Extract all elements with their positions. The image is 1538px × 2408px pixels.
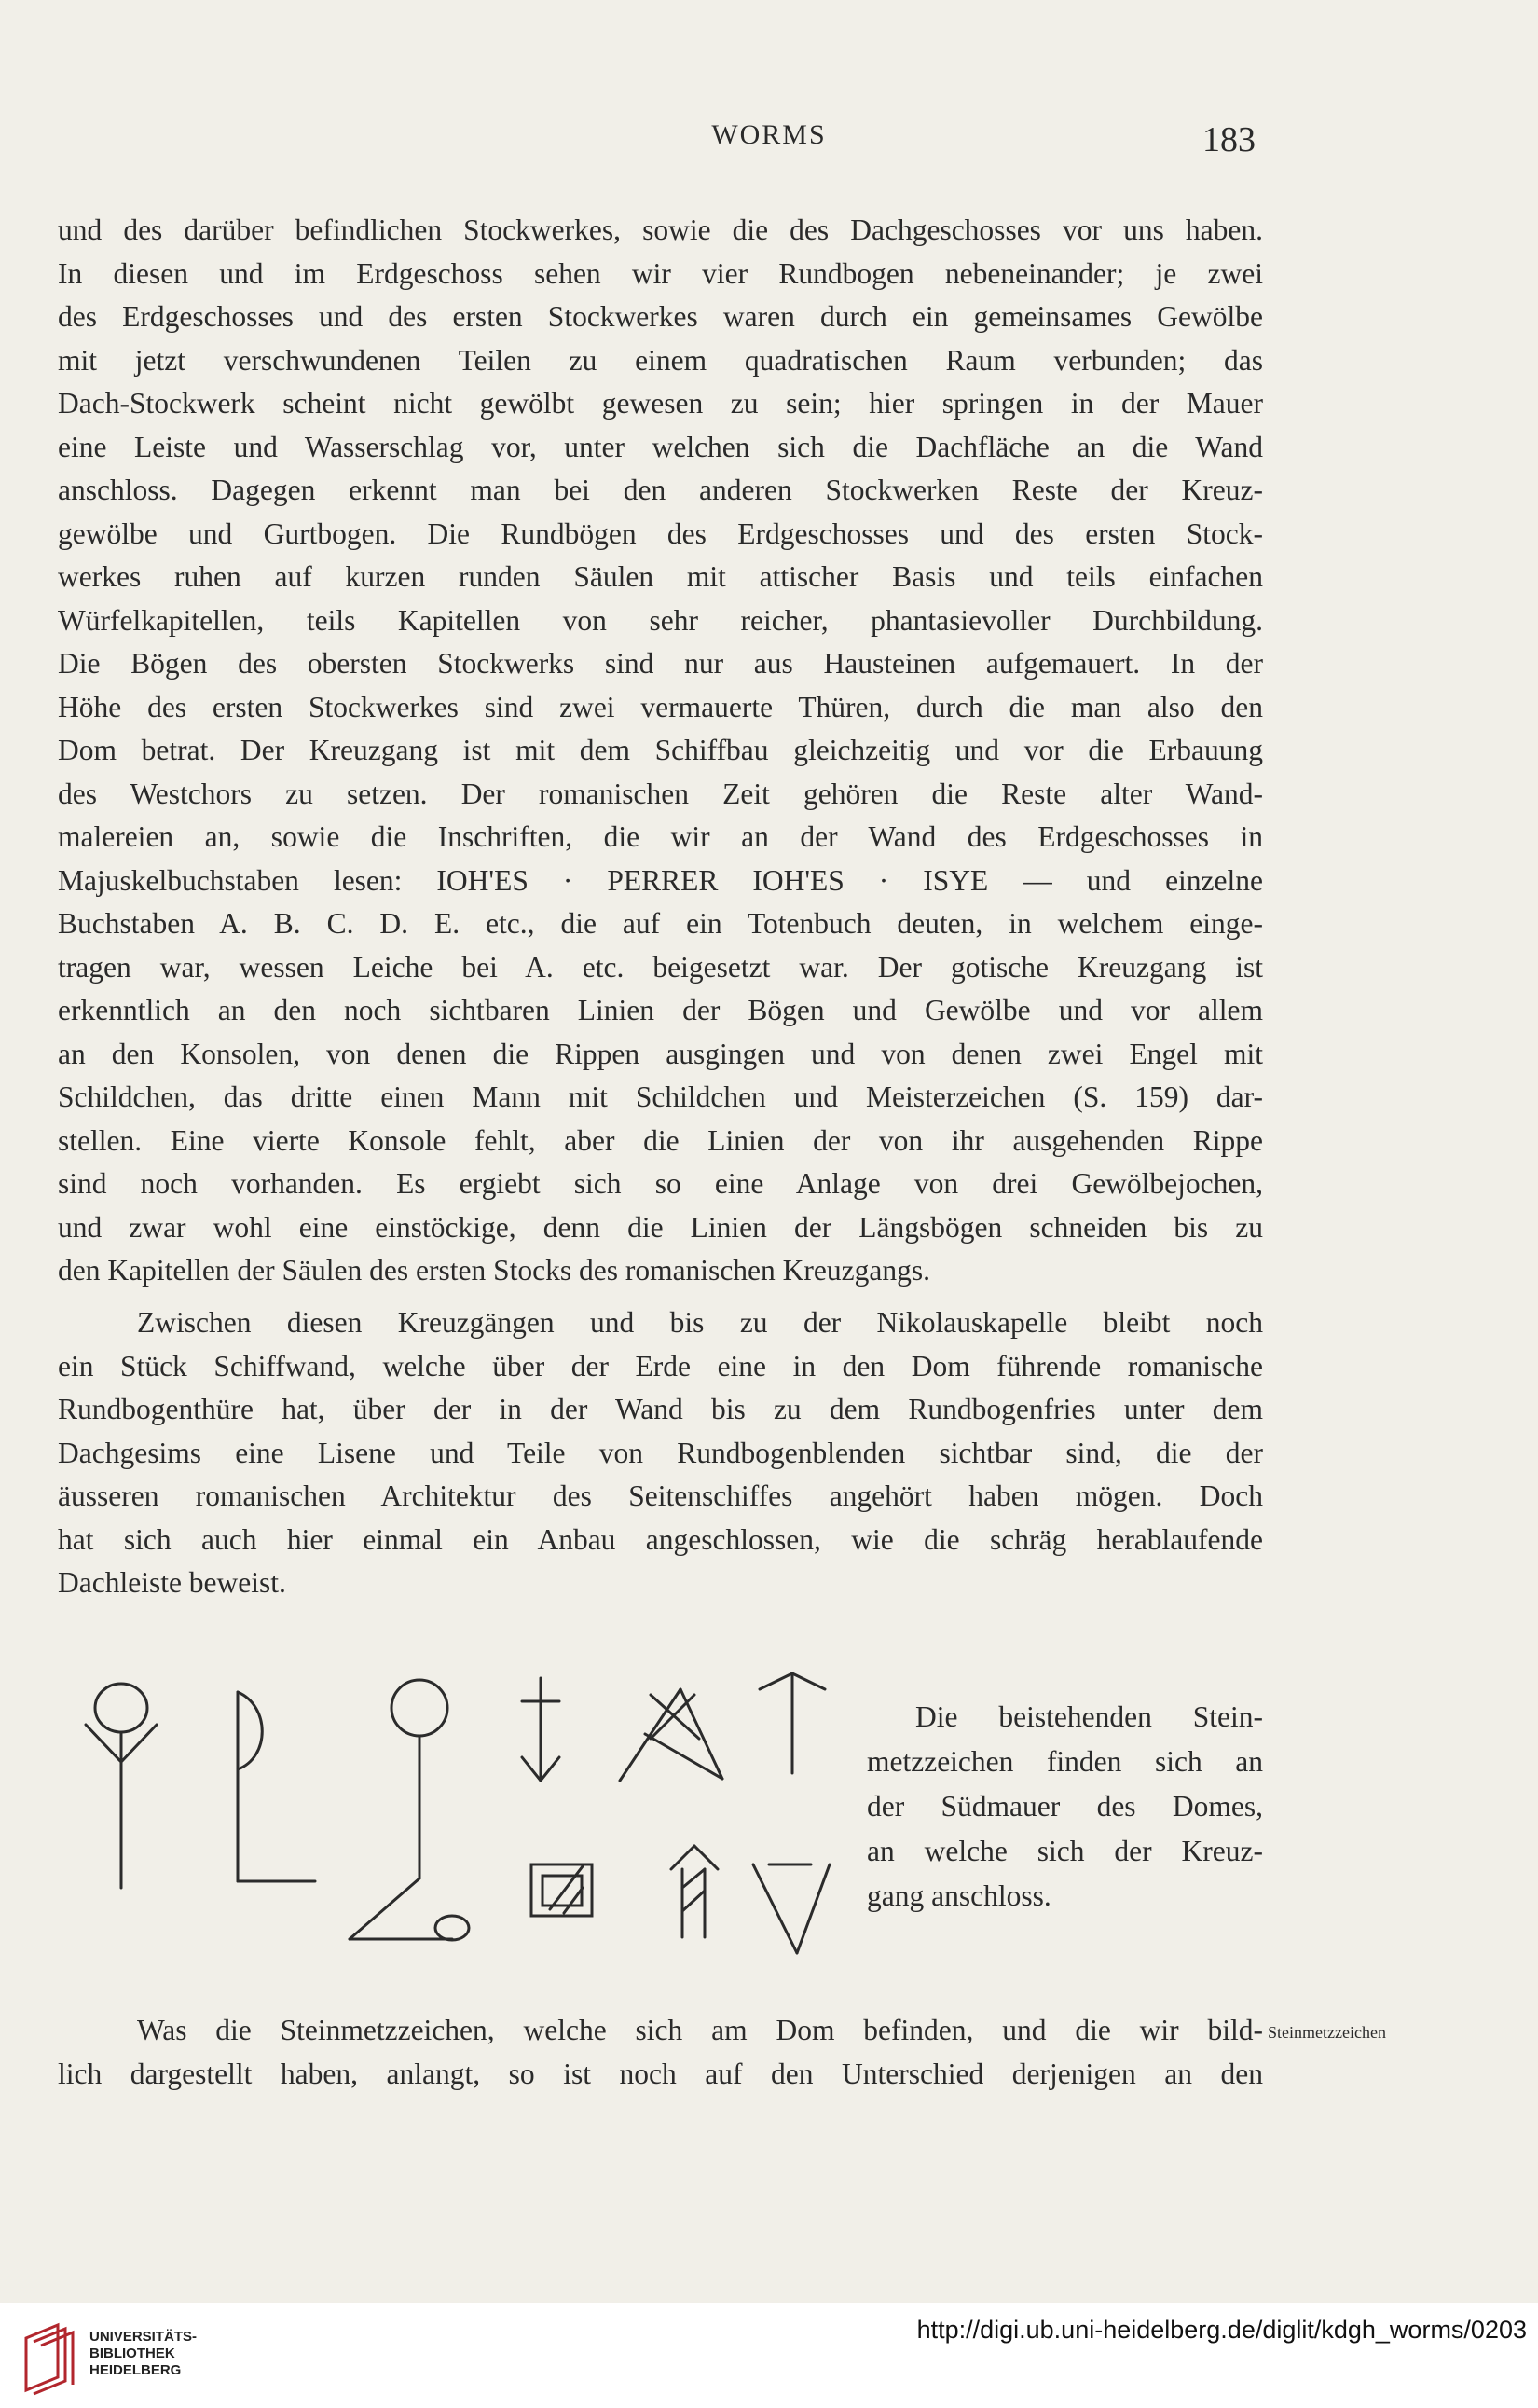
text-line: Würfelkapitellen, teils Kapitellen von sehr reicher, phantasievoller Durchbildung.	[58, 603, 1263, 637]
text-line: den Kapitellen der Säulen des ersten Stocks des romanischen Kreuzgangs.	[58, 1254, 930, 1287]
text-line: ein Stück Schiffwand, welche über der Erde eine in den Dom führende romanische	[58, 1349, 1263, 1383]
mason-mark-2	[238, 1692, 315, 1881]
text-line: tragen war, wessen Leiche bei A. etc. beigesetzt war. Der gotische Kreuzgang ist	[58, 950, 1263, 984]
mason-mark-5	[620, 1689, 722, 1781]
mason-mark-3	[350, 1680, 469, 1940]
text-line: Die Bögen des obersten Stockwerks sind nur aus Hausteinen aufgemauert. In der	[58, 647, 1263, 680]
library-logo-icon	[21, 2321, 80, 2396]
mason-mark-1	[86, 1684, 157, 1888]
text-line: des Erdgeschosses und des ersten Stockwerkes waren durch ein gemeinsames Gewölbe	[58, 300, 1263, 333]
text-line: eine Leiste und Wasserschlag vor, unter welchen sich die Dachfläche an die Wand	[58, 430, 1263, 463]
text-line: Dach-Stockwerk scheint nicht gewölbt gewesen zu sein; hier springen in der Mauer	[58, 387, 1263, 420]
text-line: Höhe des ersten Stockwerkes sind zwei vermauerte Thüren, durch die man also den	[58, 690, 1263, 723]
text-line: stellen. Eine vierte Konsole fehlt, aber die Linien der von ihr ausgehenden Rippe	[58, 1123, 1263, 1157]
text-line: In diesen und im Erdgeschoss sehen wir vier Rundbogen nebeneinander; je zwei	[58, 256, 1263, 290]
figure-caption	[867, 1695, 1263, 1919]
library-name-line: UNIVERSITÄTS-	[89, 2329, 198, 2345]
text-line: Buchstaben A. B. C. D. E. etc., die auf ein Totenbuch deuten, in welchem einge-	[58, 907, 1263, 940]
text-line: anschloss. Dagegen erkennt man bei den anderen Stockwerken Reste der Kreuz-	[58, 474, 1263, 506]
text-line: hat sich auch hier einmal ein Anbau angeschlossen, wie die schräg herablaufende	[58, 1522, 1263, 1556]
running-title: WORMS	[711, 119, 827, 150]
text-line: äusseren romanischen Architektur des Seitenschiffes angehört haben mögen. Doch	[58, 1479, 1263, 1512]
paragraph-1	[58, 209, 1263, 1293]
text-line: und zwar wohl eine einstöckige, denn die Linien der Längsbögen schneiden bis zu	[58, 1210, 1263, 1244]
page-number: 183	[1202, 120, 1256, 159]
text-line: lich dargestellt haben, anlangt, so ist noch auf den Unterschied derjenigen an den	[58, 2057, 1263, 2090]
text-line: und des darüber befindlichen Stockwerkes, sowie die des Dachgeschosses vor uns haben.	[58, 213, 1263, 246]
text-line: des Westchors zu setzen. Der romanischen Zeit gehören die Reste alter Wand-	[58, 777, 1263, 810]
paragraph-3	[58, 2009, 1263, 2096]
mason-mark-9	[753, 1864, 830, 1953]
permalink-url[interactable]: http://digi.ub.uni-heidelberg.de/diglit/kdgh_worms/0203	[916, 2316, 1527, 2344]
text-line: mit jetzt verschwundenen Teilen zu einem quadratischen Raum verbunden; das	[58, 343, 1263, 377]
mason-mark-6	[760, 1673, 825, 1773]
caption-line: Die beistehenden Stein-	[915, 1700, 1263, 1733]
text-line: an den Konsolen, von denen die Rippen ausgingen und von denen zwei Engel mit	[58, 1037, 1263, 1070]
text-line: Zwischen diesen Kreuzgängen und bis zu der Nikolauskapelle bleibt noch	[137, 1306, 1263, 1339]
text-line: gewölbe und Gurtbogen. Die Rundbögen des Erdgeschosses und des ersten Stock-	[58, 516, 1263, 550]
text-line: Rundbogenthüre hat, über der in der Wand bis zu dem Rundbogenfries unter dem	[58, 1393, 1263, 1425]
text-line: Majuskelbuchstaben lesen: IOH'ES · PERRER IOH'ES · ISYE — und einzelne	[58, 863, 1263, 897]
mason-mark-7	[531, 1864, 592, 1916]
text-line: werkes ruhen auf kurzen runden Säulen mit attischer Basis und teils einfachen	[58, 560, 1263, 593]
paragraph-2	[58, 1301, 1263, 1605]
mason-mark-4	[522, 1678, 559, 1781]
text-line: sind noch vorhanden. Es ergiebt sich so eine Anlage von drei Gewölbejochen,	[58, 1167, 1263, 1200]
text-line: Was die Steinmetzzeichen, welche sich am Dom befinden, und die wir bild-	[137, 2014, 1263, 2046]
text-line: malereien an, sowie die Inschriften, die wir an der Wand des Erdgeschosses in	[58, 820, 1263, 853]
text-line: Schildchen, das dritte einen Mann mit Schildchen und Meisterzeichen (S. 159) dar-	[58, 1080, 1263, 1113]
text-line: Dom betrat. Der Kreuzgang ist mit dem Schiffbau gleichzeitig und vor die Erbauung	[58, 734, 1263, 766]
text-line: erkenntlich an den noch sichtbaren Linien der Bögen und Gewölbe und vor allem	[58, 994, 1263, 1026]
text-line: Dachgesims eine Lisene und Teile von Rundbogenblenden sichtbar sind, die der	[58, 1436, 1263, 1469]
mason-mark-8	[671, 1846, 718, 1937]
caption-line: metzzeichen finden sich an	[867, 1745, 1263, 1778]
text-line: Dachleiste beweist.	[58, 1566, 286, 1599]
footer-bar	[0, 2303, 1538, 2408]
caption-line: der Südmauer des Domes,	[867, 1790, 1263, 1823]
masons-marks-illustration	[75, 1669, 858, 1967]
caption-line: gang anschloss.	[867, 1879, 1051, 1912]
caption-line: an welche sich der Kreuz-	[867, 1835, 1263, 1867]
library-name-line: BIBLIOTHEK	[89, 2346, 175, 2361]
library-name	[89, 2329, 197, 2379]
library-name-line: HEIDELBERG	[89, 2362, 182, 2378]
margin-note: Steinmetzzeichen	[1268, 2023, 1386, 2042]
